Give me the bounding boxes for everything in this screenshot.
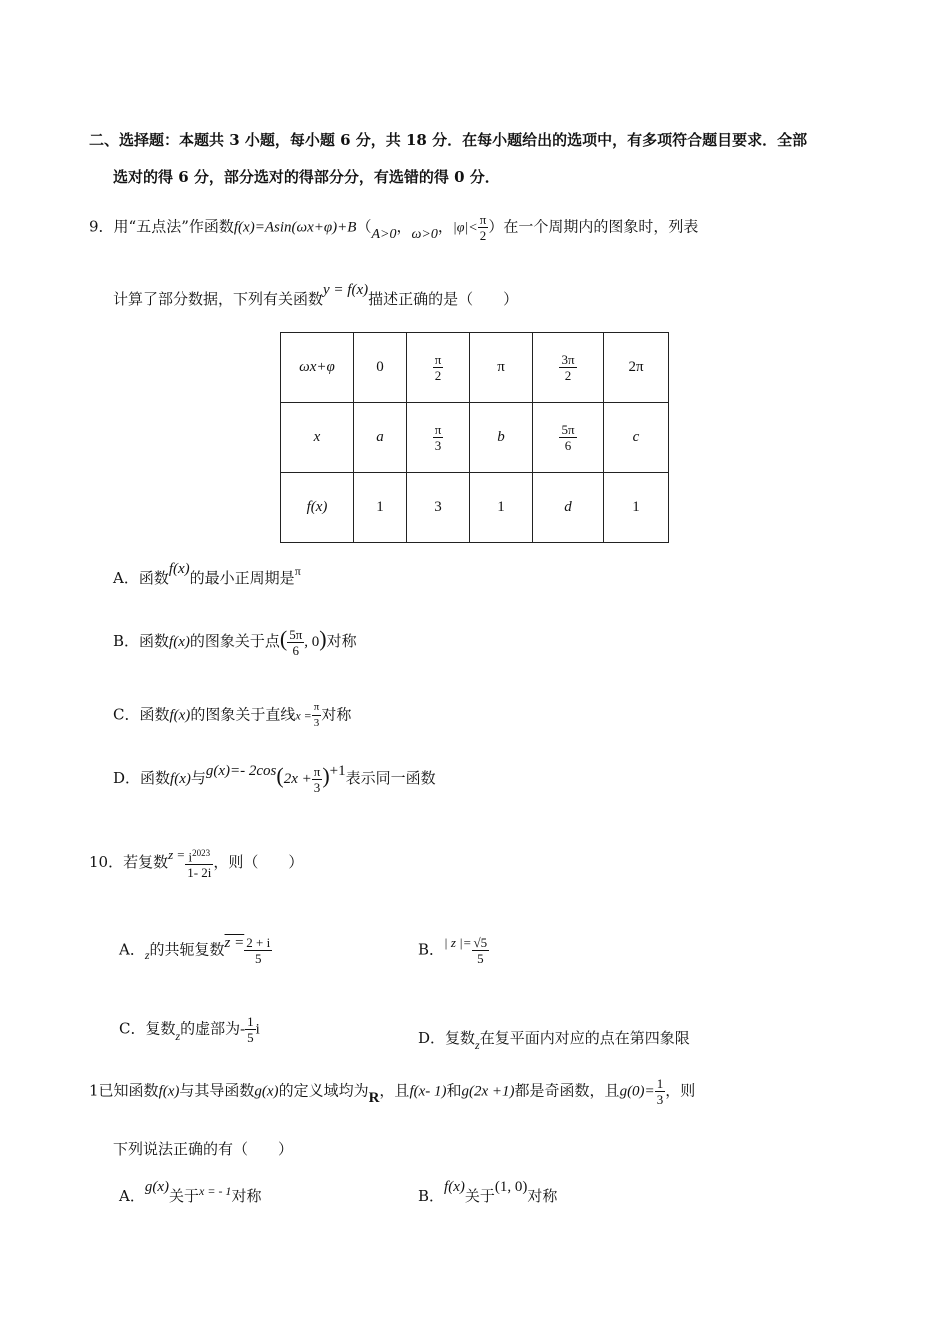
frac-num: 5π [289,626,303,642]
q11-r: R [368,1089,380,1106]
table-cell: f(x) [281,473,354,543]
option-text: 的虚部为 [180,1019,241,1038]
option-tail: 对称 [326,632,357,650]
q10-text1: 若复数 [123,853,169,872]
q11-frac [655,1076,666,1107]
option-text: 关于 [464,1187,495,1205]
q9-yfx: y = f(x) [323,282,369,298]
q10-number: 10． [89,853,124,872]
frac-num: π [479,212,487,227]
option-text: 在复平面内对应的点在第四象限 [479,1029,690,1047]
frac-num: 3π [561,352,575,367]
q11-g1: g(2x +1) [461,1083,515,1100]
option-label: B． [418,940,445,959]
frac-num: π [312,700,322,716]
q11-gx: g(x) [254,1083,279,1100]
frac-den: 1- 2i [187,865,212,881]
paren-close: ) [319,626,327,651]
option-frac [312,700,322,731]
q11-text6: ，则 [665,1081,696,1100]
option-label: A． [119,1187,145,1205]
q11-text3: 的定义域均为 [278,1081,369,1100]
frac-den: 5 [247,1030,254,1045]
table-cell: d [533,473,604,543]
q9-option-d [113,763,436,795]
table-cell: a [354,403,407,473]
option-label: D．函数 [113,769,171,787]
option-label: C．复数 [119,1019,176,1038]
q11-text4: ，且 [379,1081,410,1100]
frac-num-exp: 2023 [192,848,211,858]
frac-num: π [434,422,442,437]
frac-den: 2 [434,368,442,383]
q11-g0: g(0)= [619,1083,655,1100]
frac-num: √5 [473,935,488,950]
option-point: (1, 0) [494,1179,528,1195]
option-eq: x = [295,708,312,723]
option-eq: x = - 1 [199,1184,232,1198]
q9-line2 [113,282,519,309]
option-label: C．函数 [113,705,170,724]
frac-num: 5π [561,422,575,437]
option-z: z [175,1028,181,1043]
option-yu: 与 [190,769,206,787]
option-frac [287,627,304,658]
section-heading: 二、选择题：本题共 3 小题，每小题 6 分，共 18 分．在每小题给出的选项中，有多项符合题目要求．全部 [89,131,808,149]
q11-line1 [89,1076,695,1107]
table-cell: 1 [604,473,669,543]
option-text: 的最小正周期是 [189,569,295,587]
q9-option-c [113,700,351,731]
q9-text4: 描述正确的是（ ） [368,290,519,308]
q11-text5: 都是奇函数，且 [514,1081,620,1100]
frac-num: π [313,763,321,779]
q11-text2: 与其导函数 [179,1081,255,1100]
frac-den: 2 [564,368,572,383]
paren-open: ( [279,626,288,651]
option-fx: f(x) [169,634,190,650]
option-text: 关于 [169,1187,200,1205]
q9-line1 [89,212,698,243]
frac-den: 3 [434,438,442,453]
option-g: g(x)=- 2cos [205,763,277,779]
table-cell [407,403,470,473]
frac-num-i: i [188,849,193,865]
option-z: z [144,947,150,962]
option-abs: | z |= [444,934,472,950]
q9-text1: 用“五点法”作函数 [113,217,234,236]
table-cell: π [470,333,533,403]
q9-cond-sep2: ， [437,217,453,236]
option-text: 的图象关于点 [189,632,280,650]
paren-close: ) [322,763,330,788]
option-tail: 对称 [231,1187,262,1205]
frac-den: 3 [313,779,321,795]
frac-num [185,846,213,865]
q10-option-d [418,1027,690,1052]
option-z: z [475,1038,480,1052]
table-cell: 0 [354,333,407,403]
table-cell [533,333,604,403]
paren-open: ( [276,763,284,788]
section-heading-cont: 选对的得 6 分，部分选对的得部分分，有选错的得 0 分． [113,168,500,186]
option-tail: 表示同一函数 [345,769,436,787]
q9-text2: ）在一个周期内的图象时，列表 [488,217,699,236]
option-gx: g(x) [144,1179,169,1195]
q11-option-b [418,1179,558,1206]
q10-option-a [119,935,272,966]
q11-he: 和 [446,1081,462,1100]
q11-fx: f(x) [158,1083,180,1100]
q11-option-a [119,1179,262,1206]
q9-pi-over-2 [478,212,489,243]
q9-cond-phi: |φ|< [452,220,478,236]
table-cell: b [470,403,533,473]
option-fx: f(x) [169,707,191,724]
q10-text2: ，则（ ） [213,853,304,872]
q11-text1: 已知函数 [98,1081,159,1100]
q9-number: 9． [89,217,114,236]
option-pi: π [294,564,301,578]
frac-num: 2 + i [246,935,271,950]
option-fx: f(x) [170,771,191,787]
frac-den: 2 [479,228,487,243]
option-neg: - [240,1021,246,1038]
option-zero: , 0 [304,634,320,650]
option-label: B． [418,1187,445,1205]
frac-den: 5 [477,951,484,966]
q9-cond-omega: ω>0 [411,226,438,242]
frac-num: π [434,352,442,367]
table-cell: 1 [354,473,407,543]
table-cell: c [604,403,669,473]
q9-function: f(x)=Asin(ωx+φ)+B [233,219,357,236]
table-cell [533,403,604,473]
option-inner: 2x + [283,771,312,787]
q11-line2: 下列说法正确的有（ ） [113,1140,294,1158]
option-frac [312,764,323,795]
option-fx: f(x) [168,561,190,577]
option-label: B．函数 [113,632,170,650]
option-frac [472,935,490,966]
q10-frac [185,846,213,880]
option-text: 的共轭复数 [149,940,225,959]
q10-option-c [119,1014,260,1045]
option-frac [245,1014,256,1045]
table-cell: 3 [407,473,470,543]
q9-option-a [113,561,301,588]
frac-den: 3 [313,717,320,729]
frac-den: 6 [564,438,572,453]
option-zbar: z = [224,934,245,951]
q10-stem [89,846,303,880]
table-cell: 2π [604,333,669,403]
option-i: i [255,1021,260,1038]
frac-num: 1 [247,1014,254,1029]
option-tail: 对称 [321,705,352,724]
table-cell: 1 [470,473,533,543]
option-label: A．函数 [113,569,169,587]
q9-cond-a: A>0 [371,226,397,242]
q11-f1: f(x- 1) [409,1083,447,1100]
q9-cond-sep: ， [396,217,412,236]
table-cell: x [281,403,354,473]
option-frac [244,935,272,966]
option-plus: +1 [329,763,346,779]
q9-text3: 计算了部分数据，下列有关函数 [113,290,324,308]
q10-option-b [418,935,489,966]
frac-den: 6 [292,642,299,658]
q9-table [280,332,669,543]
frac-num: 1 [656,1076,664,1091]
q9-option-b [113,626,357,658]
option-text: 的图象关于直线 [190,705,296,724]
option-tail: 对称 [527,1187,558,1205]
table-row [281,403,669,473]
table-cell [407,333,470,403]
option-fx: f(x) [444,1179,465,1195]
table-cell: ωx+φ [281,333,354,403]
q11-number: 1 [89,1081,99,1100]
table-row [281,473,669,543]
option-label: A． [119,940,145,959]
q9-cond-open: （ [356,217,372,236]
table-row [281,333,669,403]
frac-den: 3 [656,1092,664,1107]
q10-z: z = [168,847,186,863]
frac-den: 5 [254,951,262,966]
option-label: D．复数 [418,1029,476,1047]
